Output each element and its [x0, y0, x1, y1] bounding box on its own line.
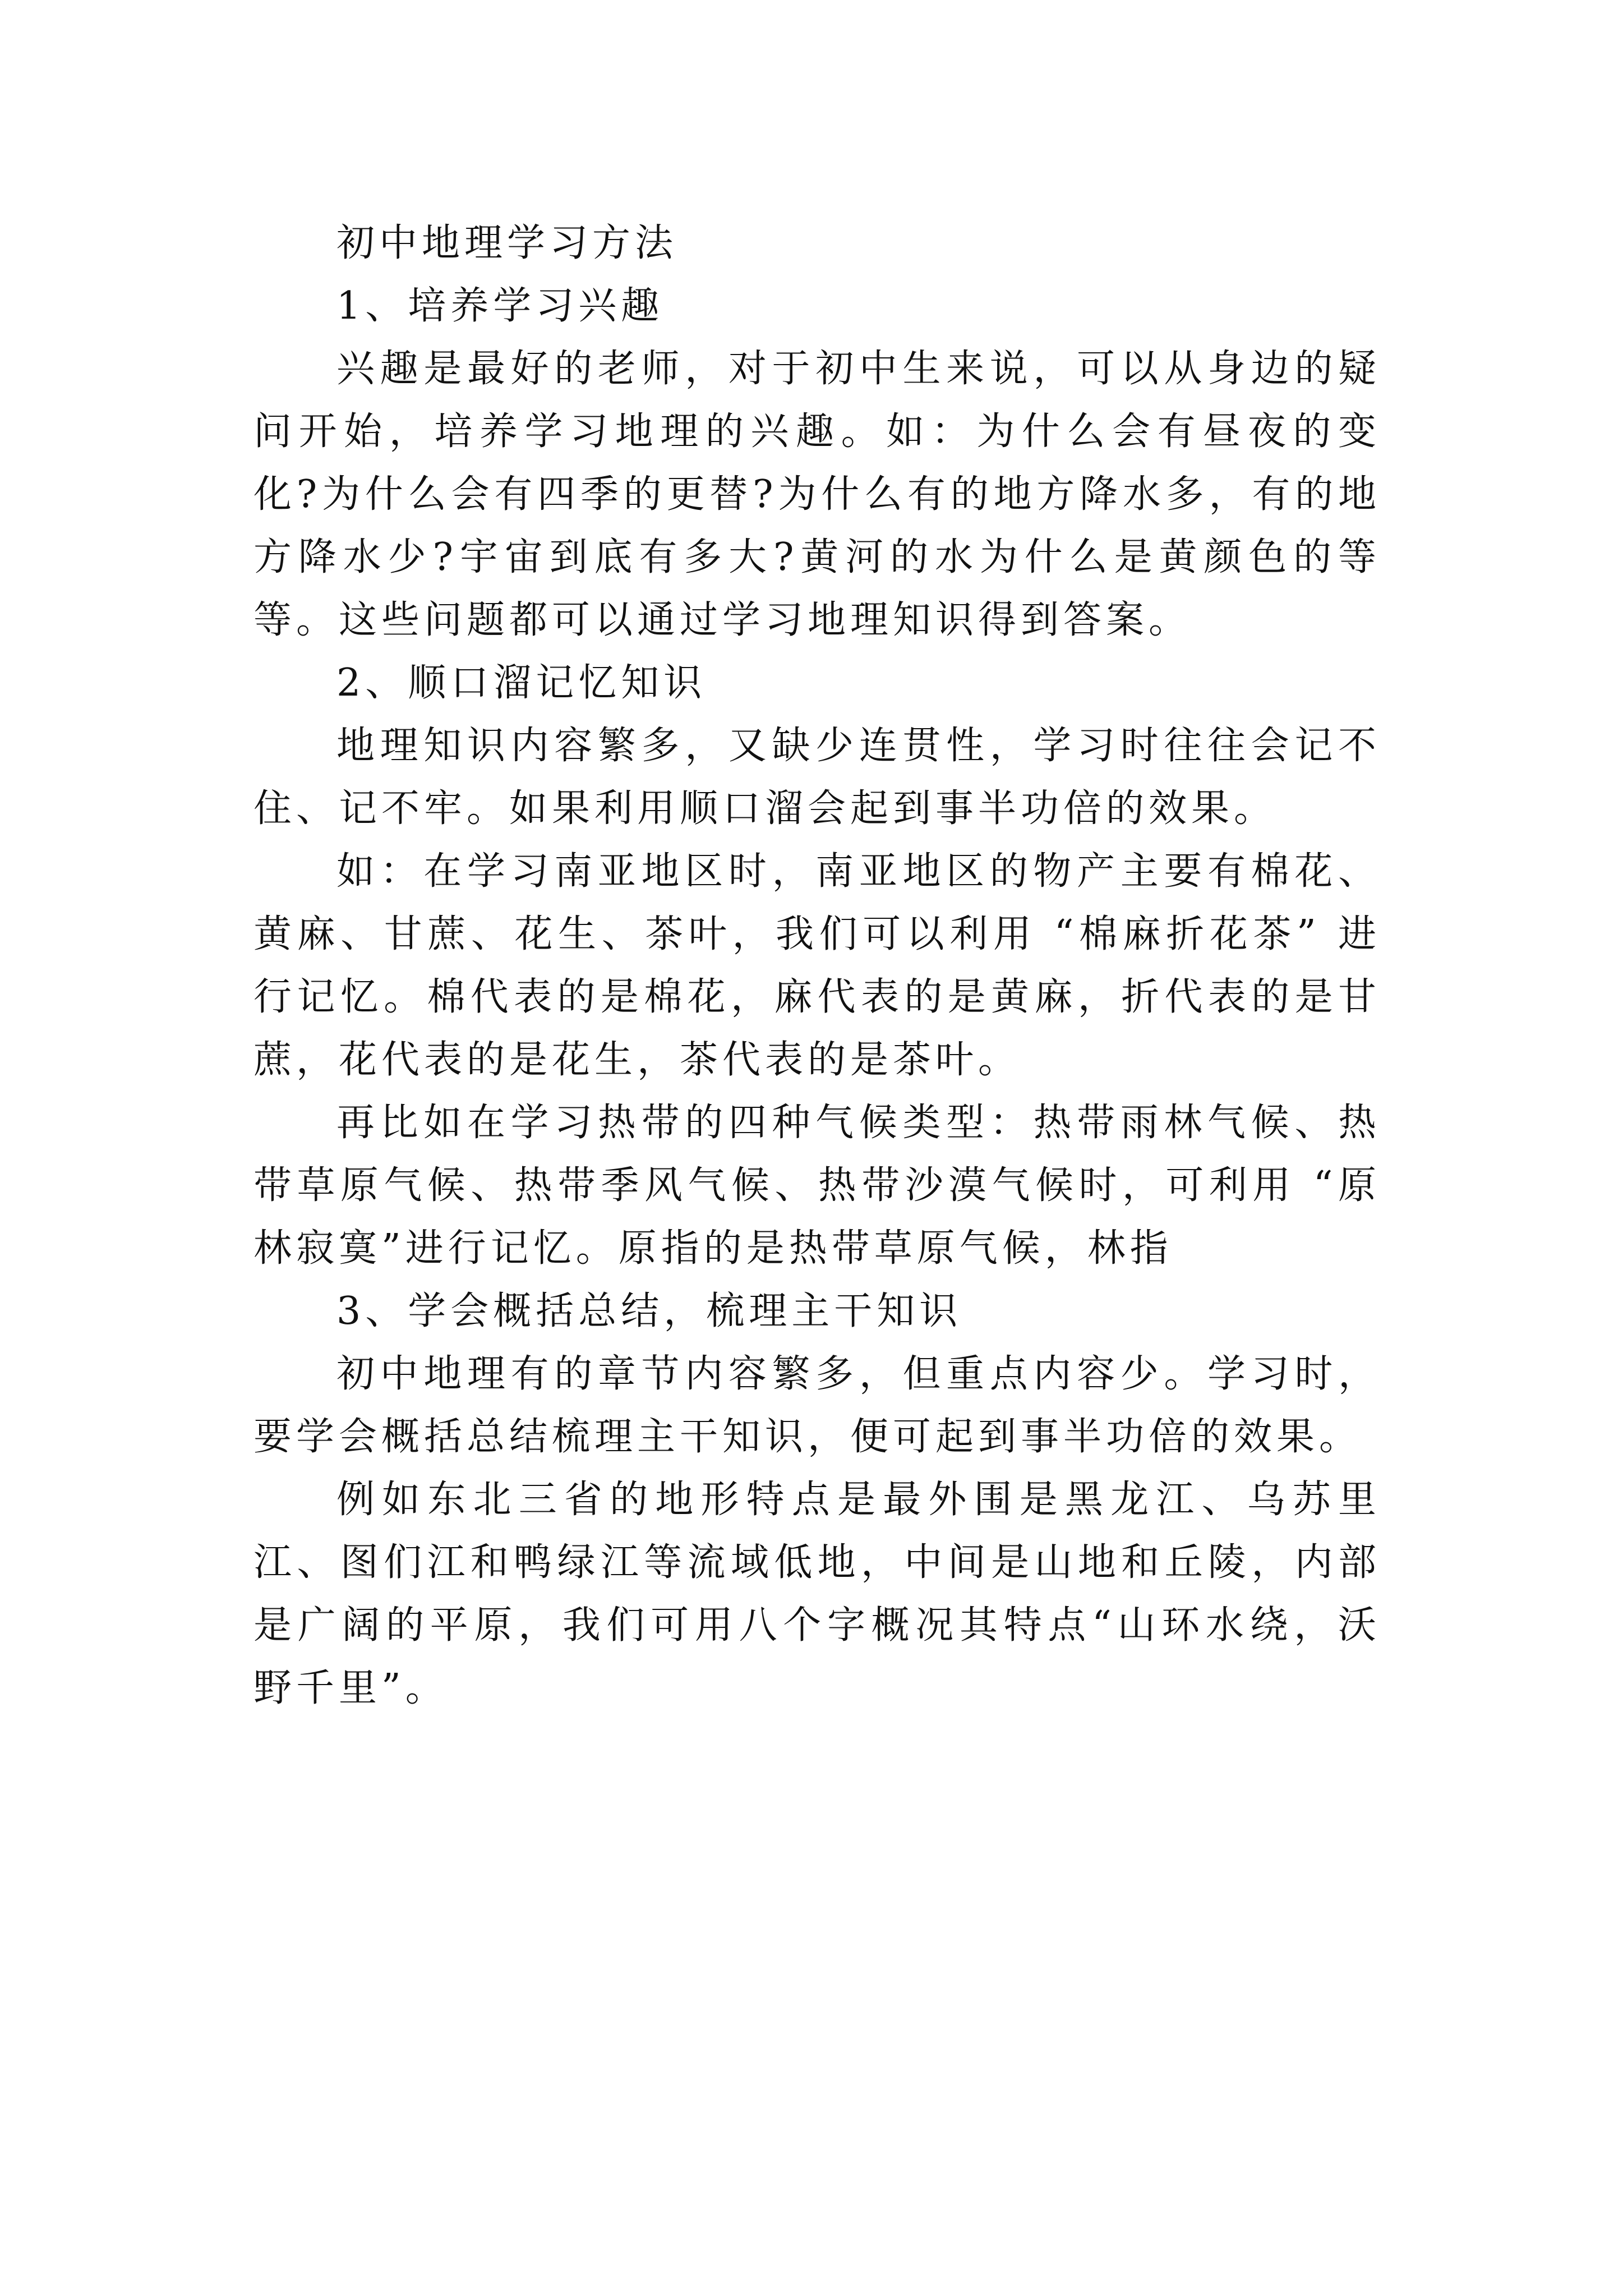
- paragraph: 初中地理有的章节内容繁多，但重点内容少。学习时，要学会概括总结梳理主干知识，便可起到事半功倍的效果。: [253, 1352, 1381, 1459]
- section-heading-3: 3、学会概括总结，梳理主干知识: [336, 1289, 962, 1333]
- paragraph: 再比如在学习热带的四种气候类型：热带雨林气候、热带草原气候、热带季风气候、热带沙漠气候时，可利用 “原林寂寞”进行记忆。原指的是热带草原气候，林指: [253, 1101, 1381, 1271]
- document-body: [253, 212, 1381, 1720]
- section-heading-1: 1、培养学习兴趣: [336, 284, 664, 328]
- paragraph: 地理知识内容繁多，又缺少连贯性，学习时往往会记不住、记不牢。如果利用顺口溜会起到事半功倍的效果。: [253, 724, 1381, 831]
- paragraph: 兴趣是最好的老师，对于初中生来说，可以从身边的疑问开始，培养学习地理的兴趣。如：为什么会有昼夜的变化?为什么会有四季的更替?为什么有的地方降水多，有的地方降水少?宇宙到底有多大?黄河的水为什么是黄颜色的等等。这些问题都可以通过学习地理知识得到答案。: [253, 347, 1381, 642]
- paragraph: 例如东北三省的地形特点是最外围是黑龙江、乌苏里江、图们江和鸭绿江等流域低地，中间是山地和丘陵，内部是广阔的平原，我们可用八个字概况其特点“山环水绕，沃野千里”。: [253, 1478, 1381, 1710]
- section-heading-2: 2、顺口溜记忆知识: [336, 661, 707, 705]
- paragraph: 如：在学习南亚地区时，南亚地区的物产主要有棉花、黄麻、甘蔗、花生、茶叶，我们可以利用 “棉麻折花茶” 进行记忆。棉代表的是棉花，麻代表的是黄麻，折代表的是甘蔗，花代表的是花生，茶代表的是茶叶。: [253, 849, 1381, 1082]
- document-title: 初中地理学习方法: [336, 221, 678, 265]
